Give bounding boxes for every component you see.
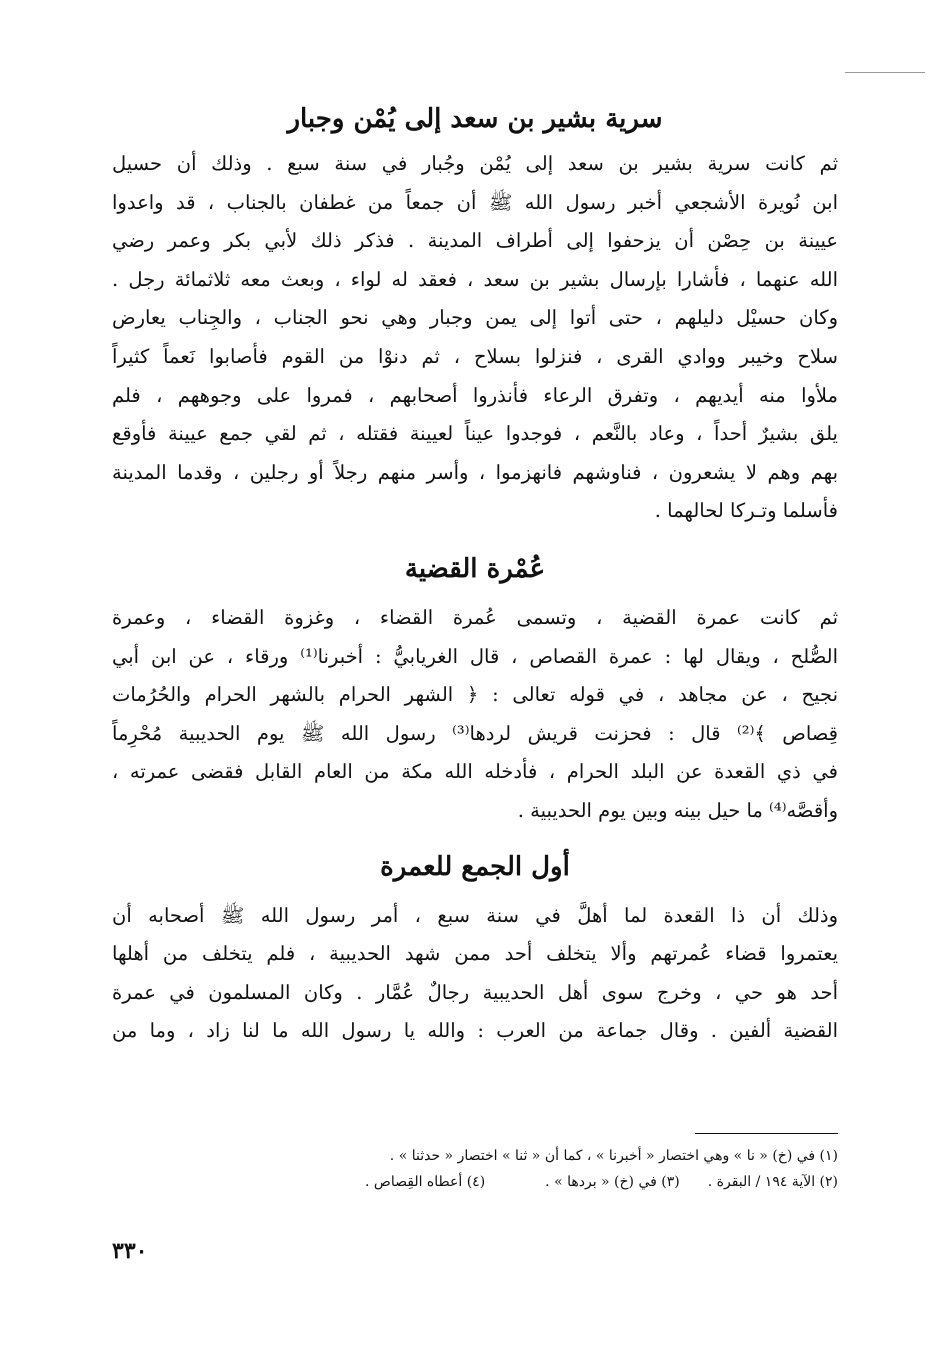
text-line: ابن نُويرة الأشجعي أخبر رسول الله ﷺ أن جمعاً من غطفان بالجناب ، قد واعدوا <box>112 190 838 214</box>
footnote-2: (٢) الآية ١٩٤ / البقرة . <box>707 1174 838 1190</box>
section-2-text <box>112 599 838 831</box>
text-line: ملأوا منه أيديهم ، وتفرق الرعاء فأنذروا أصحابهم ، فمروا على وجوههم ، فلم <box>112 383 838 407</box>
footnote-4: (٤) أعطاه القِصاص . <box>365 1174 486 1190</box>
text-line: ثم كانت عمرة القضية ، وتسمى عُمرة القضاء ، وغزوة القضاء ، وعمرة <box>112 605 838 629</box>
section-1-text <box>112 145 838 531</box>
section-3-text <box>112 897 838 1051</box>
text-line: سلاح وخيبر ووادي القرى ، فنزلوا بسلاح ، ثم دنوْا من القوم فأصابوا نَعماً كثيراً <box>112 344 838 368</box>
footnote-1: (١) في (خ) « نا » وهي اختصار « أخبرنا » ، كما أن « ثنا » اختصار « حدثنا » . <box>389 1148 838 1164</box>
text-line: يعتمروا قضاء عُمرتهم وألا يتخلف أحد ممن شهد الحديبية ، فلم يتخلف من أهلها <box>112 942 838 966</box>
text-line: نجيح ، عن مجاهد ، في قوله تعالى : ﴿ الشهر الحرام بالشهر الحرام والحُرُمات <box>112 683 838 707</box>
text-line: وذلك أن ذا القعدة لما أهلَّ في سنة سبع ، أمر رسول الله ﷺ أصحابه أن <box>112 903 838 927</box>
text-line: في ذي القعدة عن البلد الحرام ، فأدخله الله مكة من العام القابل فقضى عمرته ، <box>112 760 838 784</box>
text-line: فأسلما وتـركا لحالهما . <box>654 499 838 523</box>
footnote-row <box>112 1169 838 1195</box>
section-title-2: عُمْرة القضية <box>404 553 546 584</box>
text-line: قِصاص ﴾⁽²⁾ قال : فحزنت قريش لردها⁽³⁾ رسول الله ﷺ يوم الحديبية مُحْرِماً <box>112 721 838 745</box>
page-number: ٣٣٠ <box>112 1238 148 1264</box>
text-line: الله عنهما ، فأشارا بإرسال بشير بن سعد ، فعقد له لواء ، وبعث معه ثلاثمائة رجل . <box>112 267 838 291</box>
text-line: وكان حسيْل دليلهم ، حتى أتوا إلى يمن وجبار وهي نحو الجناب ، والجِناب يعارض <box>112 306 838 330</box>
text-line: يلق بشيرٌ أحداً ، وعاد بالنَّعم ، فوجدوا عيناً لعيينة فقتله ، ثم لقي جمع عيينة فأوقع <box>112 422 838 446</box>
section-title-3: أول الجمع للعمرة <box>380 851 570 882</box>
footnote-row <box>112 1143 838 1169</box>
text-line: ثم كانت سرية بشير بن سعد إلى يُمْن وجُبار في سنة سبع . وذلك أن حسيل <box>112 152 838 175</box>
footnote-3: (٣) في (خ) « بردها » . <box>545 1174 680 1190</box>
text-line: عيينة بن حِصْن أن يزحفوا إلى أطراف المدينة . فذكر ذلك لأبي بكر وعمر رضي <box>112 229 838 253</box>
text-line: أحد هو حي ، وخرج سوى أهل الحديبية رجالٌ عُمَّار . وكان المسلمون في عمرة <box>112 980 838 1004</box>
page-body <box>112 95 838 1051</box>
top-rule <box>845 72 925 73</box>
footnote-rule <box>695 1133 838 1134</box>
footnotes <box>112 1143 838 1195</box>
text-line: الصُّلح ، ويقال لها : عمرة القصاص ، قال الغريابيُّ : أخبرنا⁽¹⁾ ورقاء ، عن ابن أبي <box>112 644 838 668</box>
text-line: بهم وهم لا يشعرون ، فناوشهم فانهزموا ، وأسر منهم رجلاً أو رجلين ، وقدما المدينة <box>112 460 838 484</box>
section-title-1: سرية بشير بن سعد إلى يُمْن وجبار <box>287 104 663 134</box>
text-line: القضية ألفين . وقال جماعة من العرب : والله يا رسول الله ما لنا زاد ، وما من <box>112 1019 838 1043</box>
text-line: وأقصَّه⁽⁴⁾ ما حيل بينه وبين يوم الحديبية . <box>517 798 838 822</box>
